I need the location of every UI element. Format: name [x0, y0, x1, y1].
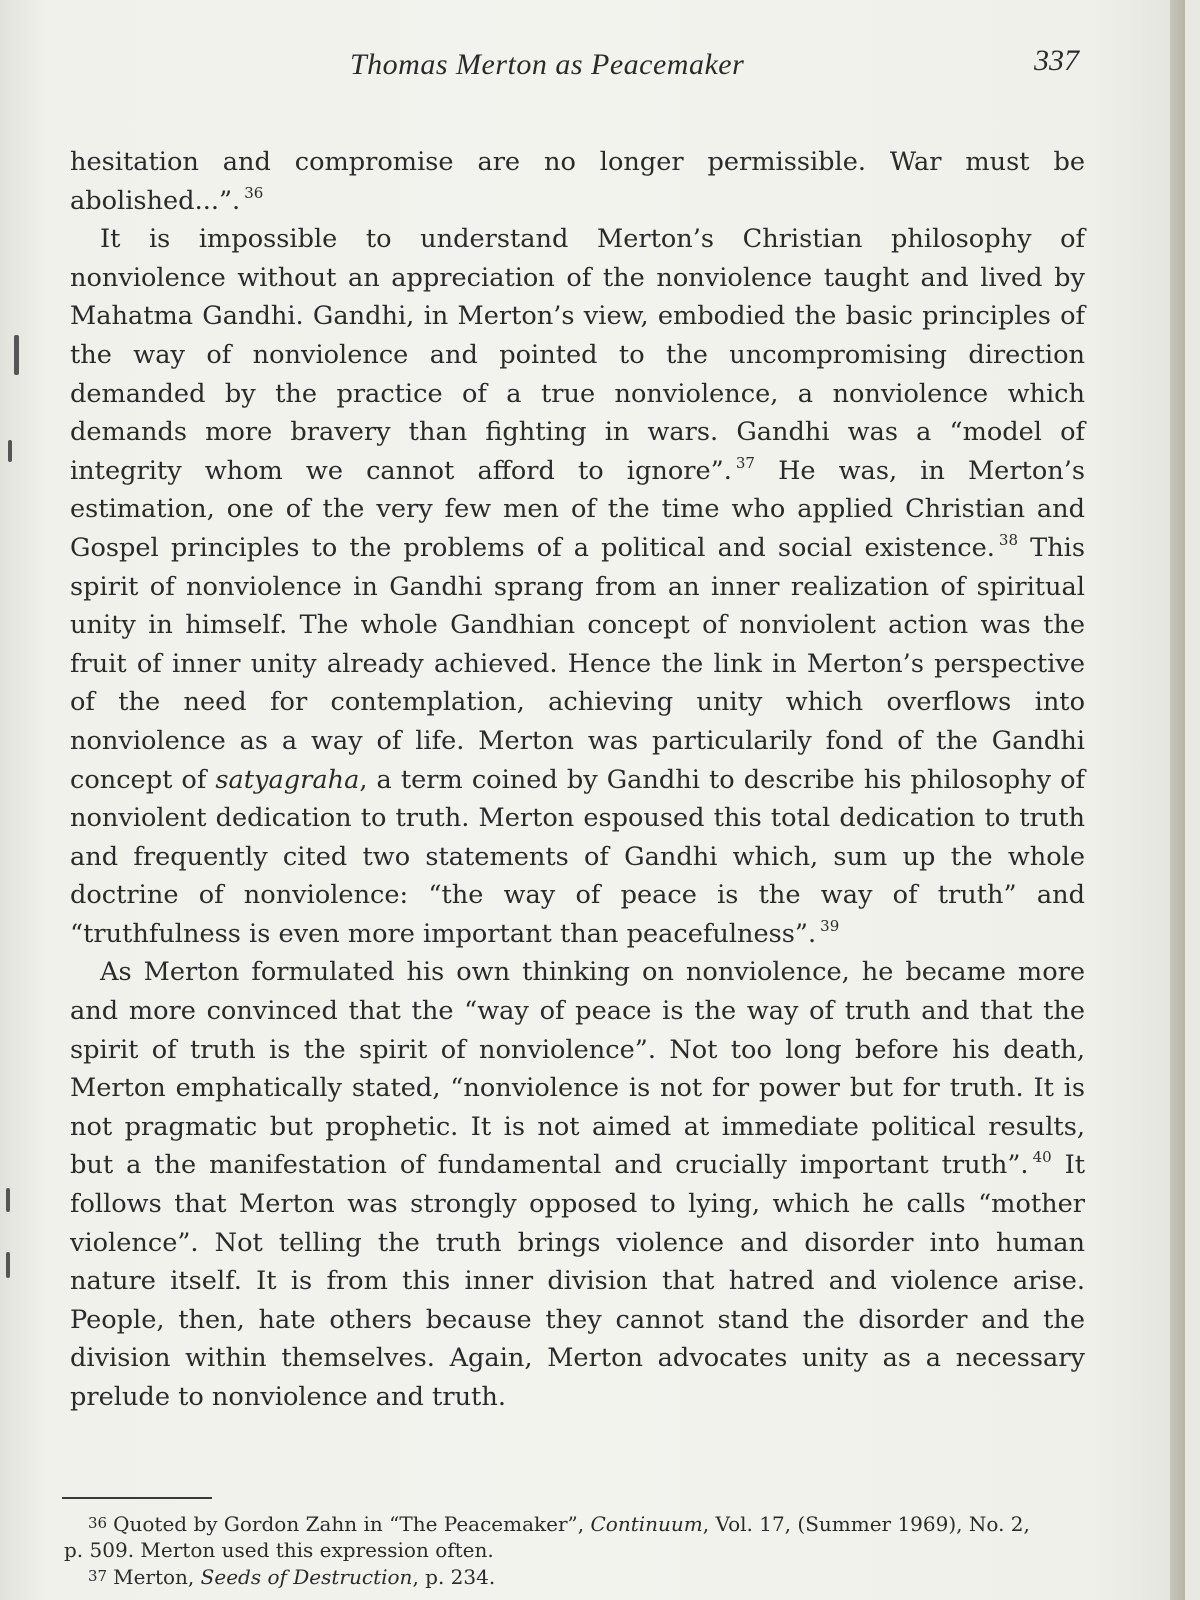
footnote-ref-36[interactable]: 36 — [244, 183, 264, 202]
footnote-36-text-b: , Vol. 17, (Summer 1969), No. 2, p. 509. Merton used this expression often. — [64, 1512, 1030, 1562]
footnotes — [64, 1510, 1054, 1590]
running-title: Thomas Merton as Peacemaker — [350, 48, 745, 81]
footnote-36-number: 36 — [88, 1514, 108, 1532]
paragraph-2-text-c: This spirit of nonviolence in Gandhi sprang from an inner realization of spiritual unity in himself. The whole Gandhian concept of nonviolent action was the fruit of inner unity already achieved. Hence the link in Merton’s perspective of the need for contemplation, achieving unity which overflows into nonviolence as a way of life. Merton was particularily fond of the Gandhi concept of — [70, 532, 1085, 795]
margin-mark — [6, 1252, 10, 1278]
footnote-36 — [64, 1510, 1054, 1563]
paragraph-3 — [70, 953, 1085, 1416]
footnote-36-journal: Continuum — [590, 1512, 703, 1536]
footnote-ref-38[interactable]: 38 — [998, 530, 1018, 549]
body-text — [70, 143, 1085, 1417]
footnote-37-text-a: Merton, — [113, 1565, 195, 1589]
page-number: 337 — [1034, 44, 1079, 77]
page-edge — [1170, 0, 1185, 1600]
footnote-ref-40[interactable]: 40 — [1032, 1148, 1052, 1167]
footnote-ref-37[interactable]: 37 — [735, 453, 755, 472]
paragraph-1 — [70, 143, 1085, 220]
margin-mark — [8, 440, 12, 462]
paragraph-2-text-a: It is impossible to understand Merton’s Christian philosophy of nonviolence without an appreciation of the nonviolence taught and lived by Mahatma Gandhi. Gandhi, in Merton’s view, embodied the basic principles of the way of nonviolence and pointed to the uncompromising direction demanded by the practice of a true nonviolence, a nonviolence which demands more bravery than fighting in wars. Gandhi was a “model of integrity whom we cannot afford to ignore”. — [70, 224, 1085, 486]
footnote-rule — [62, 1497, 212, 1499]
paragraph-2-text-b: He was, in Merton’s estimation, one of the very few men of the time who applied Christian and Gospel principles to the problems of a political and social existence. — [70, 455, 1085, 563]
footnote-37-title: Seeds of Destruction — [200, 1565, 413, 1589]
margin-staple-mark — [14, 335, 19, 375]
footnote-37-number: 37 — [88, 1567, 108, 1585]
footnote-37 — [64, 1563, 1054, 1590]
paragraph-2 — [70, 220, 1085, 953]
paragraph-2-text-d: , a term coined by Gandhi to describe his philosophy of nonviolent dedication to truth. Merton espoused this total dedication to truth and frequently cited two statements of Gandhi which, sum up the whole doctrine of nonviolence: “the way of peace is the way of truth” and “truthfulness is even more important than peacefulness”. — [70, 764, 1085, 949]
margin-mark — [6, 1188, 10, 1212]
paragraph-3-text-b: It follows that Merton was strongly opposed to lying, which he calls “mother violence”. Not telling the truth brings violence and disorder into human nature itself. It is from this inner division that hatred and violence arise. People, then, hate others because they cannot stand the disorder and the division within themselves. Again, Merton advocates unity as a necessary prelude to nonviolence and truth. — [70, 1150, 1085, 1412]
paragraph-3-text-a: As Merton formulated his own thinking on nonviolence, he became more and more convinced that the “way of peace is the way of truth and that the spirit of truth is the spirit of nonviolence”. Not too long before his death, Merton emphatically stated, “nonviolence is not for power but for truth. It is not pragmatic but prophetic. It is not aimed at immediate political results, but a the manifestation of fundamental and crucially important truth”. — [70, 957, 1085, 1181]
footnote-37-text-b: , p. 234. — [412, 1565, 496, 1589]
footnote-36-text-a: Quoted by Gordon Zahn in “The Peacemaker”, — [113, 1512, 585, 1536]
footnote-ref-39[interactable]: 39 — [820, 916, 840, 935]
paragraph-1-text: hesitation and compromise are no longer permissible. War must be abolished...”. — [70, 147, 1085, 216]
italic-term: satyagraha — [215, 764, 360, 795]
